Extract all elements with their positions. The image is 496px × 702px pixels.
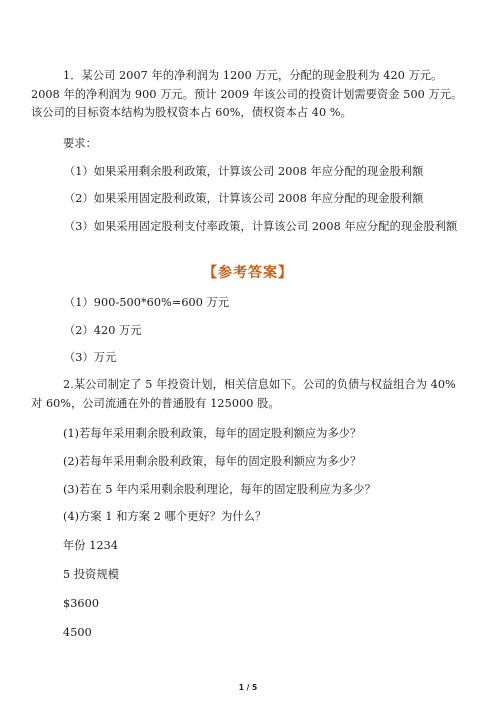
table-line-amount-1: $3600 bbox=[63, 597, 100, 610]
page-number: 1 / 5 bbox=[238, 683, 258, 692]
question-2-intro: 2.某公司制定了 5 年投资计划，相关信息如下。公司的负债与权益组合为 40%对 60%，公司流通在外的普通股有 125000 股。 bbox=[31, 378, 456, 410]
answer-item-3: （3）万元 bbox=[64, 351, 117, 364]
question-1-intro: 1．某公司 2007 年的净利润为 1200 万元，分配的现金股利为 420 万元。2008 年的净利润为 900 万元。预计 2009 年该公司的投资计划需要资金 500 万元。该公司的目标资本结构为股权资本占 60%，债权资本占 40 %。 bbox=[31, 69, 463, 119]
question-1-item-2: （2）如果采用固定股利政策，计算该公司 2008 年应分配的现金股利额 bbox=[64, 192, 424, 205]
answer-item-2: （2）420 万元 bbox=[64, 324, 142, 337]
question-2-item-1: (1)若每年采用剩余股利政策，每年的固定股利额应为多少？ bbox=[63, 427, 362, 440]
table-line-amount-2: 4500 bbox=[63, 626, 92, 639]
table-line-year: 年份 1234 bbox=[63, 539, 119, 552]
answer-item-1: （1）900-500*60%=600 万元 bbox=[64, 296, 230, 309]
question-2-item-2: (2)若每年采用剩余股利政策，每年的固定股利额应为多少？ bbox=[63, 455, 362, 468]
question-2-item-4: (4)方案 1 和方案 2 哪个更好？为什么？ bbox=[63, 510, 267, 523]
question-1-item-1: （1）如果采用剩余股利政策，计算该公司 2008 年应分配的现金股利额 bbox=[64, 165, 424, 178]
question-1-item-3: （3）如果采用固定股利支付率政策，计算该公司 2008 年应分配的现金股利额 bbox=[64, 220, 458, 233]
requirements-label: 要求： bbox=[63, 137, 97, 150]
answer-heading: 【参考答案】 bbox=[203, 265, 293, 281]
table-line-investment: 5 投资规模 bbox=[63, 568, 120, 581]
question-2-item-3: (3)若在 5 年内采用剩余股利理论，每年的固定股利应为多少？ bbox=[63, 483, 376, 496]
